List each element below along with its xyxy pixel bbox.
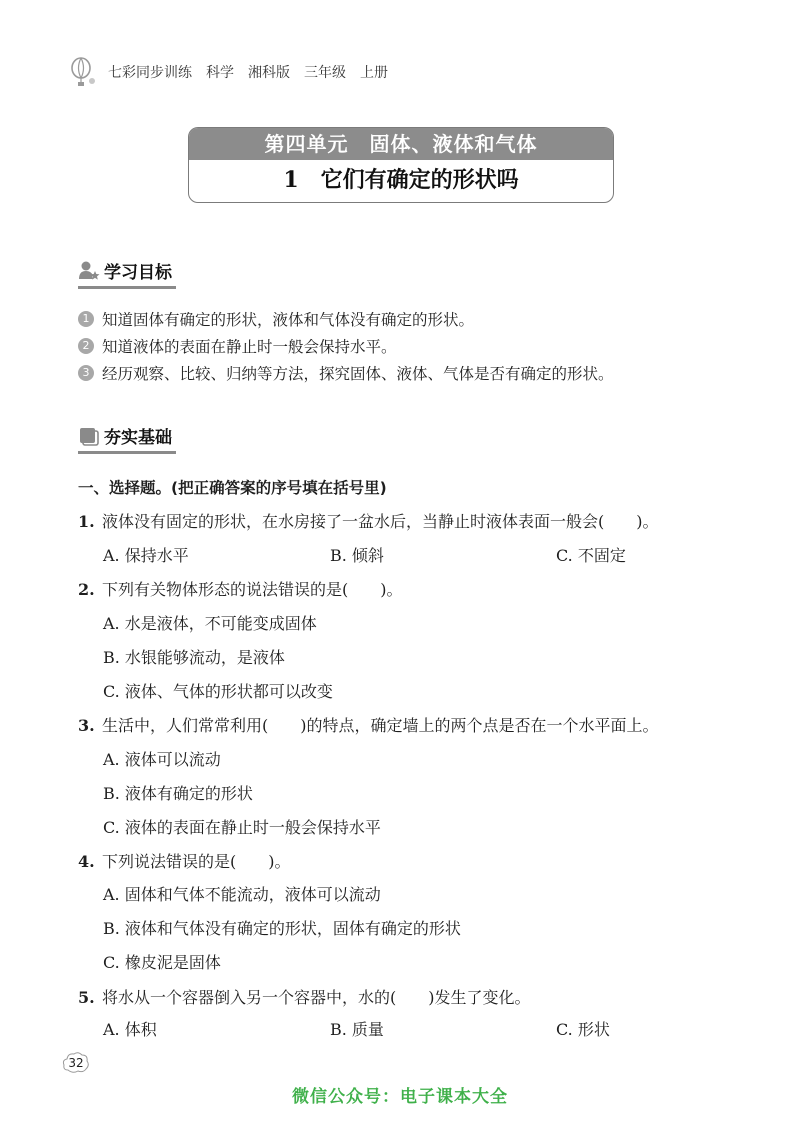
- goal-text: 知道液体的表面在静止时一般会保持水平。: [102, 337, 397, 356]
- goal-number-badge: 3: [78, 365, 94, 381]
- page-number-text: 32: [68, 1056, 84, 1070]
- option-c: C. 液体、气体的形状都可以改变: [103, 682, 333, 701]
- header-volume: 上册: [360, 65, 388, 81]
- goals-heading: [78, 258, 172, 283]
- goals-list: [78, 305, 758, 386]
- header-crumbs: [108, 62, 388, 82]
- option-a: A. 固体和气体不能流动，液体可以流动: [103, 885, 381, 904]
- header-edition: 湘科版: [248, 65, 290, 81]
- goal-number-badge: 2: [78, 338, 94, 354]
- goals-heading-underline: [78, 286, 176, 289]
- goal-item: [78, 305, 758, 332]
- header-subject: 科学: [206, 65, 234, 81]
- page-number: [62, 1050, 90, 1076]
- option-c: C. 橡皮泥是固体: [103, 953, 221, 972]
- goal-text: 经历观察、比较、归纳等方法，探究固体、液体、气体是否有确定的形状。: [102, 364, 614, 383]
- goals-heading-label: 学习目标: [104, 263, 172, 283]
- balloon-logo-icon: [70, 57, 96, 87]
- goal-item: [78, 332, 758, 359]
- option-b: B. 水银能够流动，是液体: [103, 648, 285, 667]
- question-stem: [78, 713, 659, 736]
- goal-number-badge: 1: [78, 311, 94, 327]
- header-series: 七彩同步训练: [108, 65, 192, 81]
- option-b: B. 倾斜: [330, 546, 384, 565]
- question-text: 生活中，人们常常利用( )的特点，确定墙上的两个点是否在一个水平面上。: [102, 716, 659, 735]
- question-text: 下列有关物体形态的说法错误的是( )。: [102, 580, 403, 599]
- option-b: B. 液体有确定的形状: [103, 784, 253, 803]
- goal-item: [78, 359, 758, 386]
- question-number: 4.: [78, 852, 95, 871]
- basics-heading-underline: [78, 451, 176, 454]
- basics-heading: [78, 423, 172, 448]
- question-stem: [78, 509, 659, 532]
- option-a: A. 水是液体，不可能变成固体: [103, 614, 317, 633]
- question-text: 下列说法错误的是( )。: [102, 852, 291, 871]
- question-stem: [78, 985, 531, 1008]
- question-number: 3.: [78, 716, 95, 735]
- running-header: [70, 52, 750, 92]
- option-a: A. 液体可以流动: [103, 750, 221, 769]
- question-stem: [78, 849, 291, 872]
- question-number: 1.: [78, 512, 95, 531]
- basics-heading-label: 夯实基础: [104, 428, 172, 448]
- header-grade: 三年级: [304, 65, 346, 81]
- unit-title: 第四单元 固体、液体和气体: [189, 128, 613, 160]
- option-c: C. 形状: [556, 1020, 610, 1039]
- option-a: A. 体积: [103, 1020, 157, 1039]
- question-text: 液体没有固定的形状，在水房接了一盆水后，当静止时液体表面一般会( )。: [102, 512, 659, 531]
- footer-watermark: 微信公众号：电子课本大全: [292, 1087, 508, 1107]
- question-number: 5.: [78, 988, 95, 1007]
- question-number: 2.: [78, 580, 95, 599]
- option-c: C. 液体的表面在静止时一般会保持水平: [103, 818, 381, 837]
- question-stem: [78, 577, 403, 600]
- goal-text: 知道固体有确定的形状，液体和气体没有确定的形状。: [102, 310, 475, 329]
- option-a: A. 保持水平: [103, 546, 189, 565]
- learner-star-icon: [78, 260, 100, 282]
- option-b: B. 质量: [330, 1020, 384, 1039]
- book-icon: [78, 425, 100, 447]
- question-text: 将水从一个容器倒入另一个容器中，水的( )发生了变化。: [102, 988, 531, 1007]
- lesson-title: 1 它们有确定的形状吗: [283, 167, 519, 193]
- option-c: C. 不固定: [556, 546, 626, 565]
- unit-title-box: [188, 127, 614, 203]
- part-one-title: 一、选择题。(把正确答案的序号填在括号里): [78, 479, 387, 497]
- option-b: B. 液体和气体没有确定的形状，固体有确定的形状: [103, 919, 461, 938]
